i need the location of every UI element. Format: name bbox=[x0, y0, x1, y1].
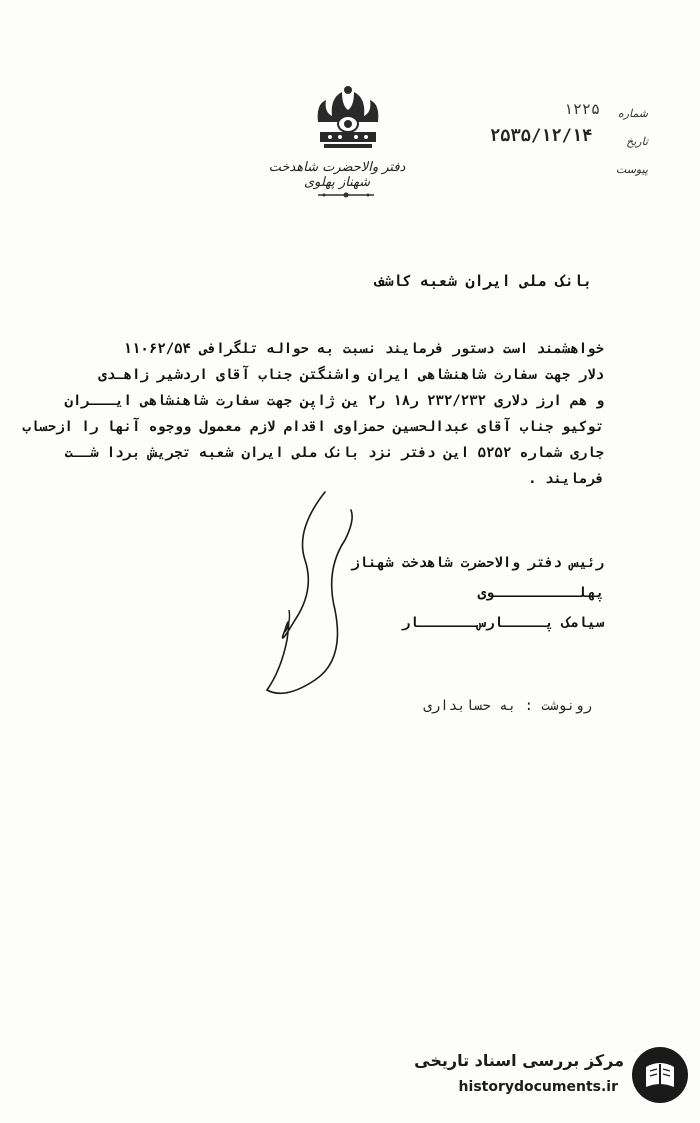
meta-label-number: شماره bbox=[617, 107, 648, 120]
letter-date: ۲۵۳۵/۱۲/۱۴ bbox=[490, 126, 593, 146]
meta-label-date: تاریخ bbox=[626, 135, 648, 148]
body-line: دلار جهت سفارت شاهنشاهی ایران واشنگتن جناب آقای اردشیر زاهـدی bbox=[98, 367, 604, 383]
archive-logo-icon bbox=[630, 1045, 690, 1105]
body-line: توکیو جناب آقای عبدالحسین حمزاوی اقدام لازم معمول ووجوه آنها را ازحساب bbox=[22, 419, 604, 435]
body-line: جاری شماره ۵۲۵۲ این دفتر نزد بانک ملی ایران شعبه تجریش بردا شــت bbox=[64, 445, 604, 461]
handwritten-signature bbox=[255, 490, 365, 705]
footer-url: historydocuments.ir bbox=[458, 1079, 618, 1095]
signer-title: رئیس دفتر والاحضرت شاهدخت شهناز پهلــــــــــوی bbox=[351, 555, 604, 601]
body-line: و هم ارز دلاری ۲۳۲/۲۳۲ ر۱۸ ر۲ ین ژاپن جهت سفارت شاهنشاهی ایـــران bbox=[64, 393, 604, 409]
meta-label-attachment: پیوست bbox=[615, 163, 648, 176]
meta-labels bbox=[608, 100, 648, 184]
footer-watermark bbox=[400, 1045, 690, 1113]
body-line: فرمایند . bbox=[528, 471, 604, 487]
body-line: خواهشمند است دستور فرمایند نسبت به حواله تلگرافی ۱۱۰۶۲/۵۴ bbox=[123, 341, 604, 357]
ornamental-rule-icon bbox=[318, 190, 374, 200]
footer-title: مرکز بررسی اسناد تاریخی bbox=[414, 1051, 624, 1070]
letter-body bbox=[22, 336, 604, 492]
cc-line: رونوشت : به حسابداری bbox=[423, 698, 592, 714]
royal-crown-icon bbox=[312, 82, 384, 150]
office-title: دفتر والاحضرت شاهدخت شهناز پهلوی bbox=[268, 160, 406, 190]
letter-number: ۱۲۲۵ bbox=[563, 100, 600, 118]
addressee: بانک ملی ایران شعبه کاشف bbox=[375, 272, 592, 290]
signer-name: سیامک پـــــارس‌ـــــــار bbox=[401, 615, 604, 631]
